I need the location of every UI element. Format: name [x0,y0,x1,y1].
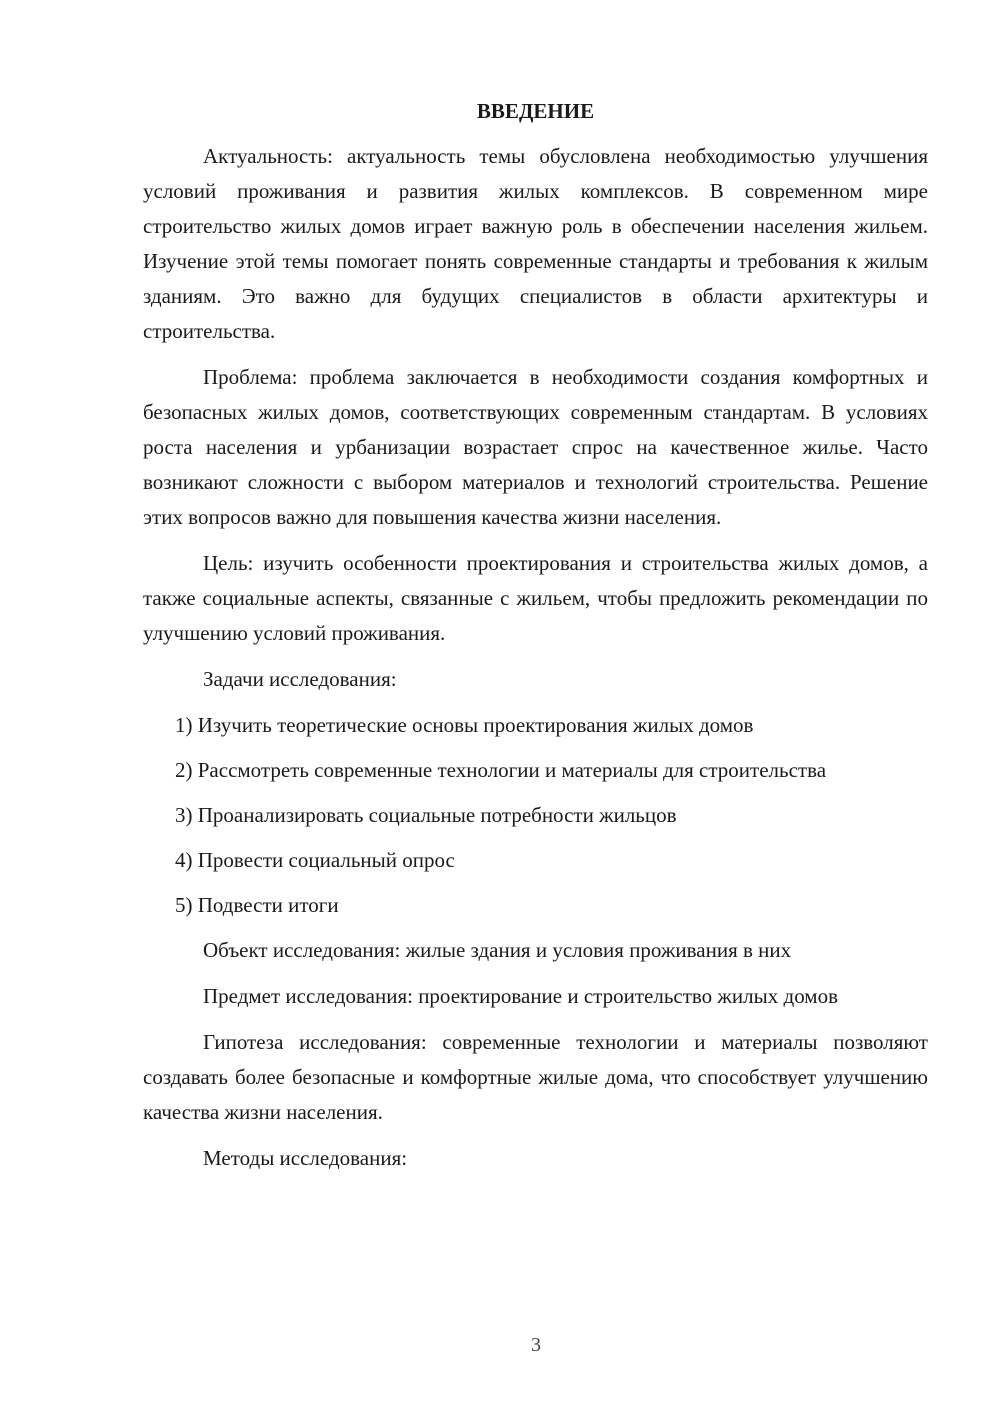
page-number: 3 [531,1334,541,1356]
tasks-heading: Задачи исследования: [203,667,397,691]
paragraph-problem: Проблема: проблема заключается в необходимости создания комфортных и безопасных жилых домов, соответствующих современным стандартам. В условиях роста населения и урбанизации возрастает спрос на качественное жилье. Часто возникают сложности с выбором материалов и технологий строительства. Решение этих вопросов важно для повышения качества жизни населения. [143,365,928,529]
paragraph-object: Объект исследования: жилые здания и условия проживания в них [203,938,792,962]
task-item-5: 5) Подвести итоги [175,893,339,917]
task-item-2: 2) Рассмотреть современные технологии и материалы для строительства [175,758,827,782]
paragraph-hypothesis: Гипотеза исследования: современные технологии и материалы позволяют создавать более безопасные и комфортные жилые дома, что способствует улучшению качества жизни населения. [143,1030,928,1124]
page-title: ВВЕДЕНИЕ [476,99,595,123]
methods-heading: Методы исследования: [203,1146,408,1170]
paragraph-relevance: Актуальность: актуальность темы обусловлена необходимостью улучшения условий проживания и развития жилых комплексов. В современном мире строительство жилых домов играет важную роль в обеспечении населения жильем. Изучение этой темы помогает понять современные стандарты и требования к жилым зданиям. Это важно для будущих специалистов в области архитектуры и строительства. [143,144,928,343]
paragraph-subject: Предмет исследования: проектирование и строительство жилых домов [203,984,838,1008]
paragraph-goal: Цель: изучить особенности проектирования и строительства жилых домов, а также социальные аспекты, связанные с жильем, чтобы предложить рекомендации по улучшению условий проживания. [143,551,928,645]
task-item-1: 1) Изучить теоретические основы проектирования жилых домов [175,713,754,737]
document-page [143,94,928,1187]
task-item-4: 4) Провести социальный опрос [175,848,455,872]
task-item-3: 3) Проанализировать социальные потребности жильцов [175,803,677,827]
